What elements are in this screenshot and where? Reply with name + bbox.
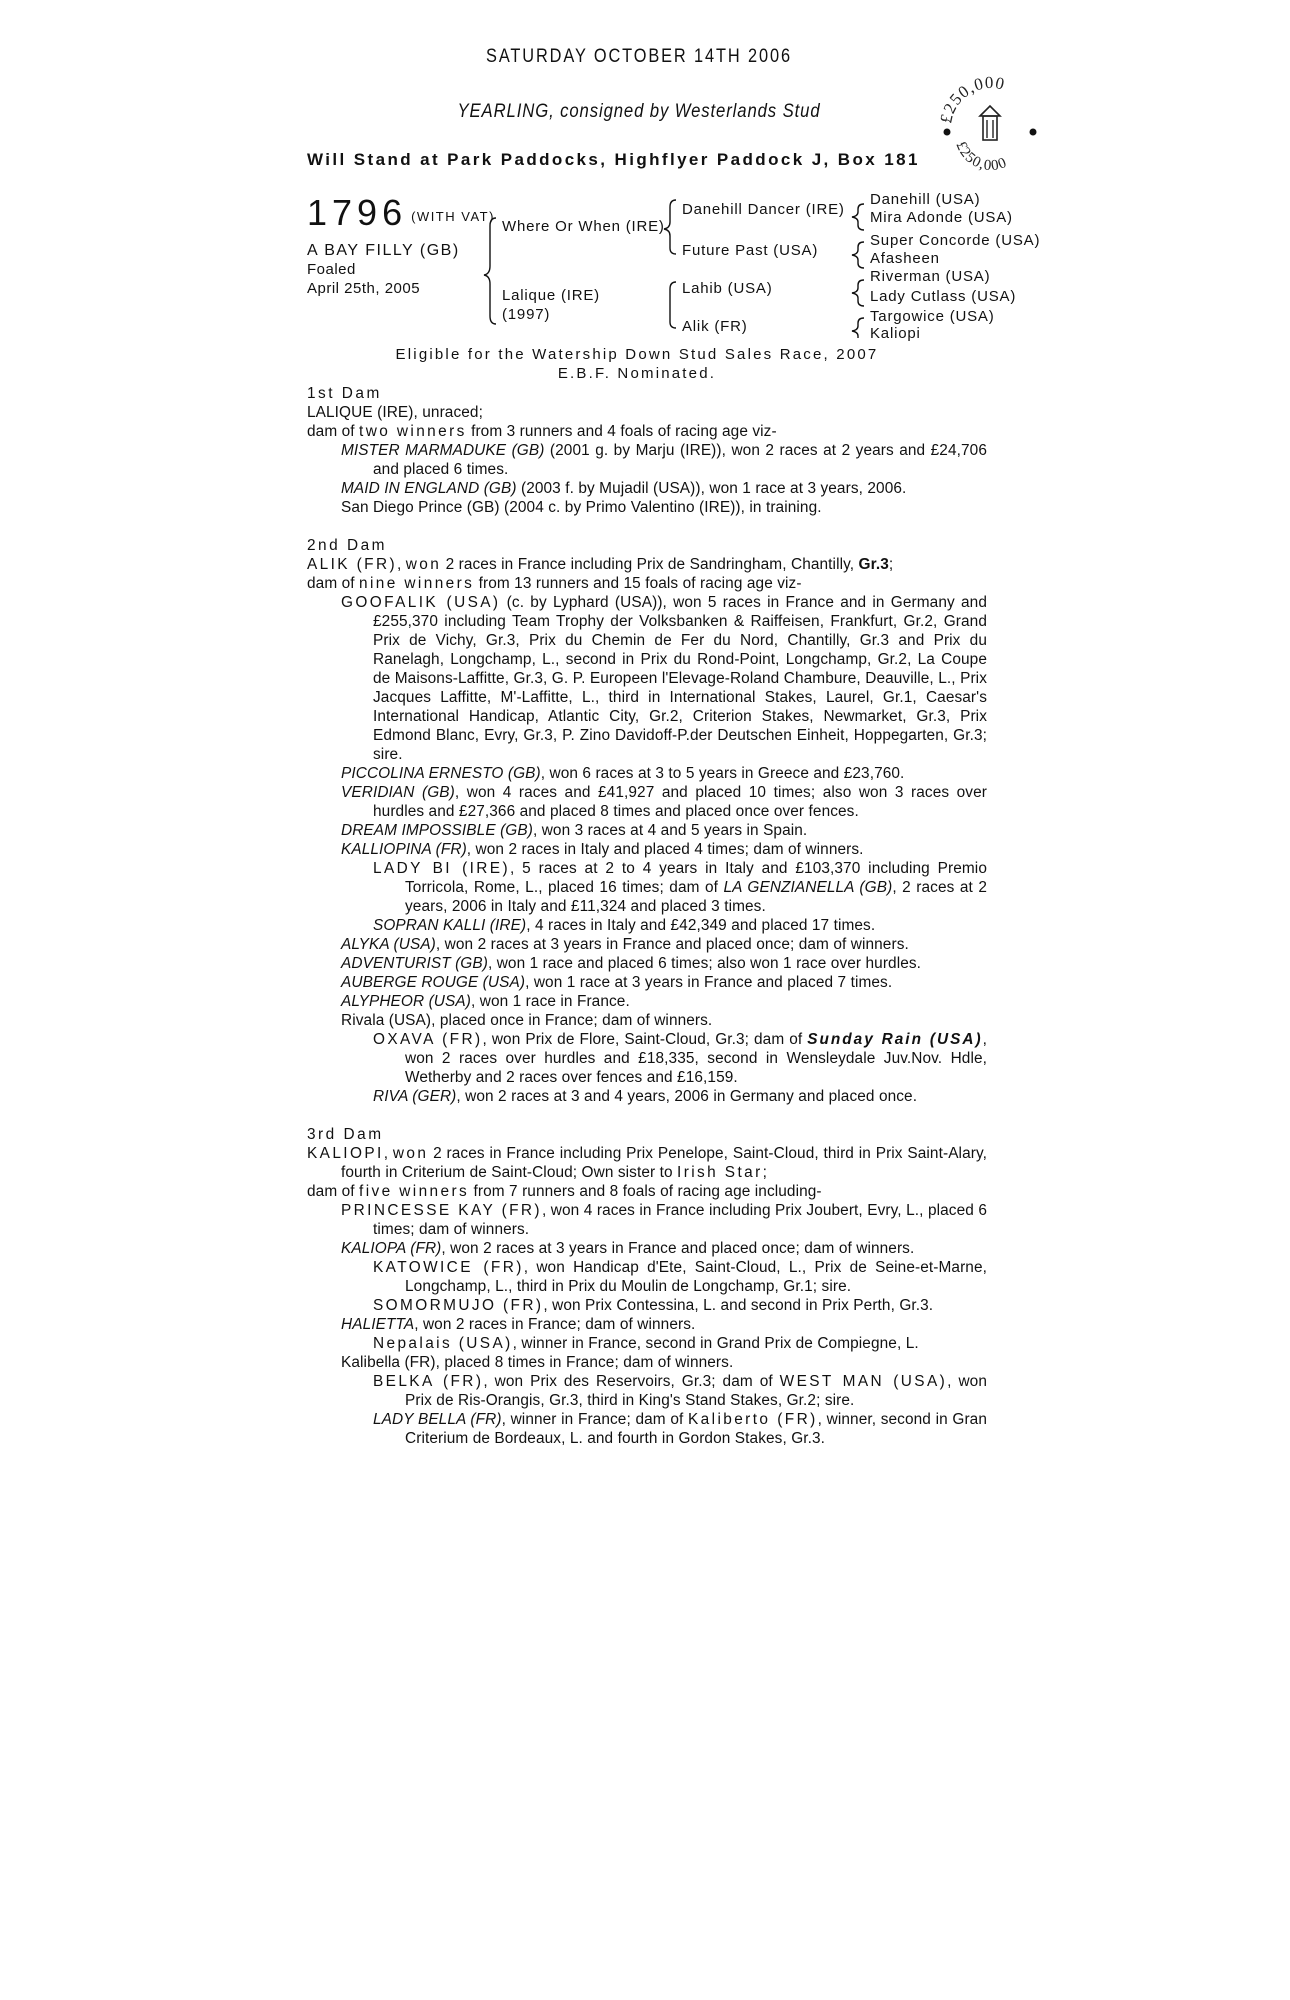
list-item: HALIETTA, won 2 races in France; dam of winners. [341, 1316, 696, 1333]
pedigree-sire-dam: Future Past (USA) [682, 242, 819, 259]
lot-number-value: 1796 [307, 192, 408, 233]
list-item: AUBERGE ROUGE (USA), won 1 race at 3 years in France and placed 7 times. [341, 974, 893, 991]
pedigree-dam-year: (1997) [502, 306, 551, 323]
first-dam-line: LALIQUE (IRE), unraced; [307, 404, 483, 421]
pedigree-dsd: Lady Cutlass (USA) [870, 288, 1017, 305]
stand-location: Will Stand at Park Paddocks, Highflyer Paddock J, Box 181 [307, 150, 920, 169]
lot-description: A BAY FILLY (GB) [307, 242, 460, 259]
list-item: KALLIOPINA (FR), won 2 races in Italy and placed 4 times; dam of winners. [341, 841, 864, 858]
list-item: San Diego Prince (GB) (2004 c. by Primo Valentino (IRE)), in training. [341, 499, 822, 516]
pedigree-dam-sire: Lahib (USA) [682, 280, 773, 297]
list-item: MISTER MARMADUKE (GB) (2001 g. by Marju (IRE)), won 2 races at 2 years and £24,706 and placed 6 times. [341, 442, 987, 478]
pedigree-sire-sire: Danehill Dancer (IRE) [682, 201, 845, 218]
third-dam-title: 3rd Dam [307, 1126, 384, 1143]
list-item: SOPRAN KALLI (IRE), 4 races in Italy and £42,349 and placed 17 times. [373, 917, 876, 934]
seal-text-top: £250,000 [936, 72, 1007, 125]
first-dam-summary: dam of two winners from 3 runners and 4 foals of racing age viz- [307, 423, 777, 440]
eligibility-race: Eligible for the Watership Down Stud Sales Race, 2007 [395, 346, 879, 363]
seal-text-bottom: £250,000 [952, 139, 1010, 175]
foaled-block [307, 260, 420, 298]
list-item: ALYPHEOR (USA), won 1 race in France. [341, 993, 630, 1010]
list-item: LADY BI (IRE), 5 races at 2 to 4 years in Italy and £103,370 including Premio Torricola, Rome, L., placed 16 times; dam of LA GENZIANELLA (GB), 2 races at 2 years, 2006 in Italy and £11,324 and placed 3 times. [373, 860, 987, 915]
list-item: RIVA (GER), won 2 races at 3 and 4 years, 2006 in Germany and placed once. [373, 1088, 918, 1105]
pedigree-dss: Riverman (USA) [870, 268, 991, 285]
list-item: DREAM IMPOSSIBLE (GB), won 3 races at 4 and 5 years in Spain. [341, 822, 808, 839]
second-dam-line: ALIK (FR), won 2 races in France including Prix de Sandringham, Chantilly, Gr.3; [307, 556, 894, 573]
eligibility-notes [307, 345, 967, 383]
list-item: VERIDIAN (GB), won 4 races and £41,927 and placed 10 times; also won 3 races over hurdles and £27,366 and placed 8 times and placed once over fences. [341, 784, 987, 820]
pedigree-ssd: Mira Adonde (USA) [870, 209, 1013, 226]
eligibility-ebf: E.B.F. Nominated. [557, 365, 717, 382]
second-dam-title: 2nd Dam [307, 537, 387, 554]
list-item: ALYKA (USA), won 2 races at 3 years in France and placed once; dam of winners. [341, 936, 909, 953]
reserve-stamp-icon [935, 70, 1045, 180]
pedigree-sdd: Afasheen [870, 250, 940, 267]
foaled-label: Foaled [307, 261, 356, 278]
third-dam-line: KALIOPI, won 2 races in France including Prix Penelope, Saint-Cloud, third in Prix Saint-Alary, fourth in Criterium de Saint-Cloud; Own sister to Irish Star; [307, 1145, 987, 1181]
sale-date: SATURDAY OCTOBER 14TH 2006 [486, 46, 792, 67]
list-item: MAID IN ENGLAND (GB) (2003 f. by Mujadil (USA)), won 1 race at 3 years, 2006. [341, 480, 907, 497]
pedigree-sds: Super Concorde (USA) [870, 232, 1041, 249]
list-item: OXAVA (FR), won Prix de Flore, Saint-Cloud, Gr.3; dam of Sunday Rain (USA), won 2 races over hurdles and £18,335, second in Wensleydale Juv.Nov. Hdle, Wetherby and 2 races over fences and £16,159. [373, 1031, 987, 1086]
second-dam-summary: dam of nine winners from 13 runners and 15 foals of racing age viz- [307, 575, 802, 592]
produce-record [307, 384, 987, 1448]
foaled-date: April 25th, 2005 [307, 280, 421, 297]
svg-text:£250,000 [952, 139, 1009, 174]
lot-vat-note: (WITH VAT) [411, 209, 495, 224]
pedigree-sss: Danehill (USA) [870, 191, 981, 208]
list-item: Nepalais (USA), winner in France, second in Grand Prix de Compiegne, L. [373, 1335, 919, 1352]
third-dam-summary: dam of five winners from 7 runners and 8 foals of racing age including- [307, 1183, 822, 1200]
list-item: BELKA (FR), won Prix des Reservoirs, Gr.3; dam of WEST MAN (USA), won Prix de Ris-Orangis, Gr.3, third in King's Stand Stakes, Gr.2; sire. [373, 1373, 987, 1409]
pedigree-dds: Targowice (USA) [870, 308, 995, 325]
first-dam-title: 1st Dam [307, 385, 382, 402]
list-item: KALIOPA (FR), won 2 races at 3 years in France and placed once; dam of winners. [341, 1240, 915, 1257]
list-item: GOOFALIK (USA) (c. by Lyphard (USA)), won 5 races in France and in Germany and £255,370 including Team Trophy der Volksbanken & Raiffeisen, Frankfurt, Gr.2, Grand Prix de Vichy, Gr.3, Prix du Chemin de Fer du Nord, Chantilly, Gr.3 and Prix du Ranelagh, Longchamp, L., second in Prix du Rond-Point, Longchamp, Gr.2, La Coupe de Maisons-Laffitte, Gr.3, G. P. Europeen l'Elevage-Roland Chambure, Deauville, L., Prix Jacques Laffitte, M'-Laffitte, L., third in International Stakes, Laurel, Gr.1, Caesar's International Handicap, Atlantic City, Gr.2, Criterion Stakes, Newmarket, Gr.3, Prix Edmond Blanc, Evry, Gr.3, P. Zino Davidoff-P.der Deutschen Einheit, Hoppegarten, Gr.3; sire. [341, 594, 987, 763]
lot-number [307, 192, 495, 234]
list-item: Rivala (USA), placed once in France; dam of winners. [341, 1012, 713, 1029]
list-item: PICCOLINA ERNESTO (GB), won 6 races at 3 to 5 years in Greece and £23,760. [341, 765, 905, 782]
pedigree-ddd: Kaliopi [870, 325, 921, 342]
list-item: Kalibella (FR), placed 8 times in France; dam of winners. [341, 1354, 734, 1371]
list-item: LADY BELLA (FR), winner in France; dam of Kaliberto (FR), winner, second in Gran Criterium de Bordeaux, L. and fourth in Gordon Stakes, Gr.3. [373, 1411, 988, 1447]
pedigree-sire: Where Or When (IRE) [502, 218, 665, 235]
pedigree-dam: Lalique (IRE) [502, 287, 600, 304]
consignor-line: YEARLING, consigned by Westerlands Stud [457, 101, 821, 122]
list-item: PRINCESSE KAY (FR), won 4 races in France including Prix Joubert, Evry, L., placed 6 times; dam of winners. [341, 1202, 987, 1238]
list-item: ADVENTURIST (GB), won 1 race and placed 6 times; also won 1 race over hurdles. [341, 955, 922, 972]
pedigree-dam-dam: Alik (FR) [682, 318, 748, 335]
list-item: SOMORMUJO (FR), won Prix Contessina, L. and second in Prix Perth, Gr.3. [373, 1297, 934, 1314]
list-item: KATOWICE (FR), won Handicap d'Ete, Saint-Cloud, L., Prix de Seine-et-Marne, Longchamp, L., third in Prix du Moulin de Longchamp, Gr.1; sire. [373, 1259, 987, 1295]
